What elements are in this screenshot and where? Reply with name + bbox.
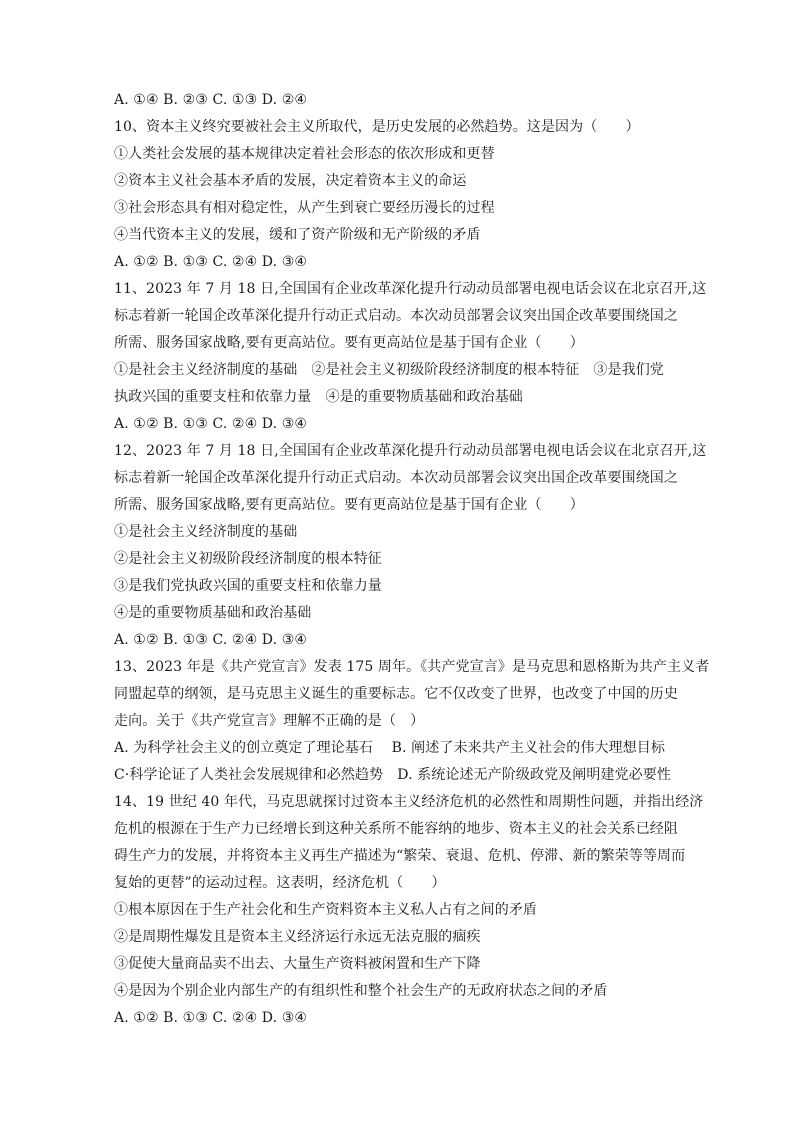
- text-line: A. ①② B. ①③ C. ②④ D. ③④: [114, 416, 307, 432]
- text-line: 碍生产力的发展，并将资本主义再生产描述为“繁荣、衰退、危机、停滞、新的繁荣等等周而: [114, 848, 686, 864]
- text-line: A. ①② B. ①③ C. ②④ D. ③④: [114, 254, 307, 270]
- text-line: 执政兴国的重要支柱和依靠力量 ④是的重要物质基础和政治基础: [114, 389, 523, 405]
- text-line: A. ①② B. ①③ C. ②④ D. ③④: [114, 1010, 307, 1026]
- text-line: 走向。关于《共产党宣言》理解不正确的是（ ）: [114, 713, 425, 729]
- text-line: 12、2023 年 7 月 18 日,全国国有企业改革深化提升行动动员部署电视电话会议在北京召开,这: [114, 443, 707, 459]
- text-line: 同盟起草的纲领，是马克思主义诞生的重要标志。它不仅改变了世界，也改变了中国的历史: [114, 686, 678, 702]
- text-line: 复始的更替”的运动过程。这表明，经济危机（ ）: [114, 875, 446, 891]
- document-body: [114, 87, 710, 1032]
- text-line: 10、资本主义终究要被社会主义所取代，是历史发展的必然趋势。这是因为（ ）: [114, 119, 640, 135]
- text-line: 13、2023 年是《共产党宣言》发表 175 周年。《共产党宣言》是马克思和恩格斯为共产主义者: [114, 659, 710, 675]
- text-line: 标志着新一轮国企改革深化提升行动正式启动。本次动员部署会议突出国企改革要围绕国之: [114, 308, 678, 324]
- text-line: ③是我们党执政兴国的重要支柱和依靠力量: [114, 578, 382, 594]
- text-line: ①人类社会发展的基本规律决定着社会形态的依次形成和更替: [114, 146, 495, 162]
- text-line: ③促使大量商品卖不出去、大量生产资料被闲置和生产下降: [114, 956, 481, 972]
- text-line: 危机的根源在于生产力已经增长到这种关系所不能容纳的地步、资本主义的社会关系已经阻: [114, 821, 678, 837]
- text-line: A. 为科学社会主义的创立奠定了理论基石 B. 阐述了未来共产主义社会的伟大理想目标: [114, 740, 665, 756]
- text-line: A. ①② B. ①③ C. ②④ D. ③④: [114, 632, 307, 648]
- text-line: ②是社会主义初级阶段经济制度的根本特征: [114, 551, 382, 567]
- text-line: ③社会形态具有相对稳定性，从产生到衰亡要经历漫长的过程: [114, 200, 495, 216]
- text-line: C·科学论证了人类社会发展规律和必然趋势 D. 系统论述无产阶级政党及阐明建党必要性: [114, 767, 671, 783]
- text-line: ②是周期性爆发且是资本主义经济运行永远无法克服的痼疾: [114, 929, 481, 945]
- text-line: ①是社会主义经济制度的基础: [114, 524, 298, 540]
- text-line: 标志着新一轮国企改革深化提升行动正式启动。本次动员部署会议突出国企改革要围绕国之: [114, 470, 678, 486]
- text-line: ④当代资本主义的发展，缓和了资产阶级和无产阶级的矛盾: [114, 227, 481, 243]
- text-line: 11、2023 年 7 月 18 日,全国国有企业改革深化提升行动动员部署电视电话会议在北京召开,这: [114, 281, 707, 297]
- text-line: ①根本原因在于生产社会化和生产资料资本主义私人占有之间的矛盾: [114, 902, 537, 918]
- text-line: ①是社会主义经济制度的基础 ②是社会主义初级阶段经济制度的根本特征 ③是我们党: [114, 362, 664, 378]
- text-line: A. ①④ B. ②③ C. ①③ D. ②④: [114, 92, 307, 108]
- text-line: 所需、服务国家战略,要有更高站位。要有更高站位是基于国有企业（ ）: [114, 335, 584, 351]
- text-line: ④是因为个别企业内部生产的有组织性和整个社会生产的无政府状态之间的矛盾: [114, 983, 608, 999]
- text-line: ④是的重要物质基础和政治基础: [114, 605, 312, 621]
- text-line: ②资本主义社会基本矛盾的发展，决定着资本主义的命运: [114, 173, 467, 189]
- text-line: 所需、服务国家战略,要有更高站位。要有更高站位是基于国有企业（ ）: [114, 497, 584, 513]
- text-line: 14、19 世纪 40 年代，马克思就探讨过资本主义经济危机的必然性和周期性问题，并指出经济: [114, 794, 704, 810]
